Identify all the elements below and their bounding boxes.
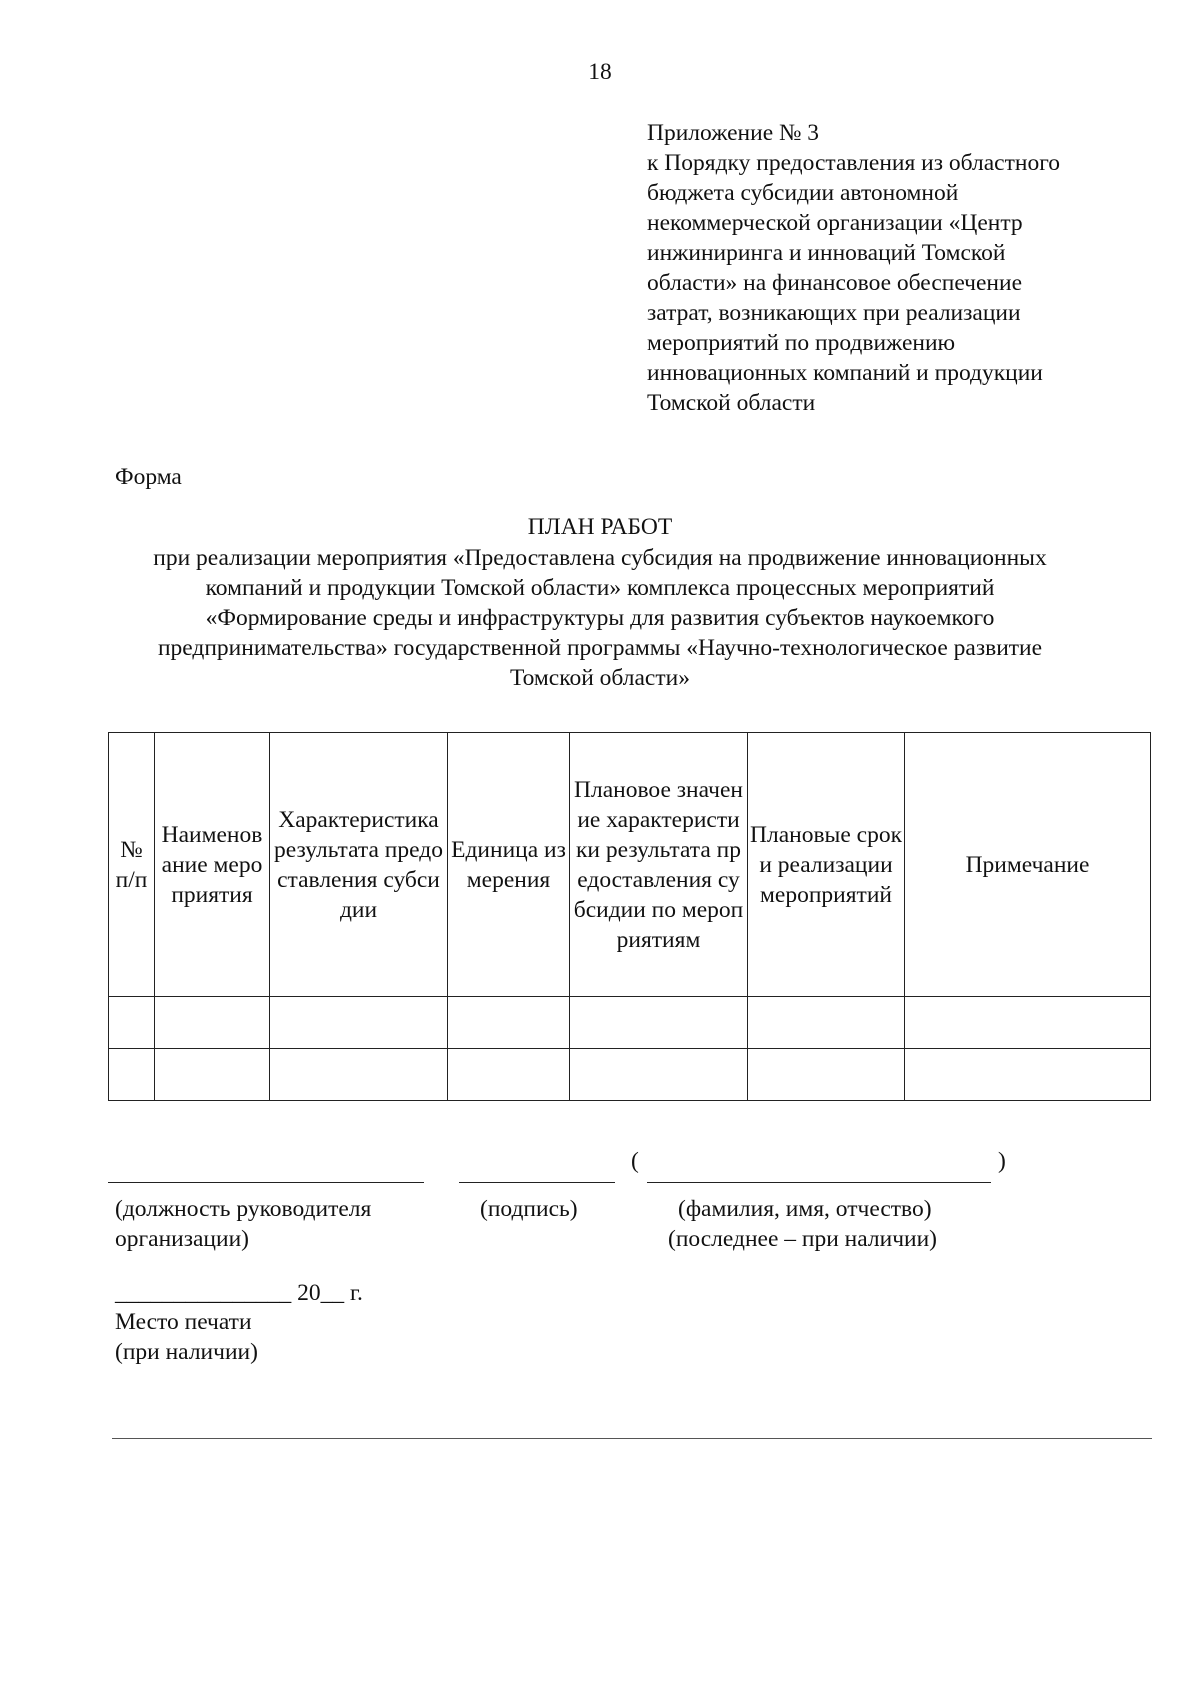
table-cell	[905, 1049, 1151, 1101]
name-caption	[668, 1194, 937, 1254]
header-planned-dates: Плановые сроки реализации мероприятий	[748, 733, 905, 997]
header-unit: Единица измерения	[448, 733, 570, 997]
table-cell	[448, 1049, 570, 1101]
appendix-line: затрат, возникающих при реализации	[647, 300, 1021, 326]
page-number: 18	[588, 59, 612, 85]
bottom-rule	[112, 1438, 1152, 1439]
position-caption-line: организации)	[115, 1226, 249, 1252]
table-cell	[748, 1049, 905, 1101]
table-cell	[748, 997, 905, 1049]
position-signature-line	[108, 1182, 424, 1183]
table-cell	[905, 997, 1151, 1049]
plan-subtitle	[60, 543, 1140, 693]
plan-table	[108, 732, 1151, 1101]
stamp-caption-line: (при наличии)	[115, 1339, 258, 1365]
appendix-line: Томской области	[647, 390, 816, 416]
header-result-characteristic: Характеристика результата предоставления субсидии	[270, 733, 448, 997]
appendix-line: некоммерческой организации «Центр	[647, 210, 1023, 236]
table-row	[109, 1049, 1151, 1101]
header-planned-value: Плановое значение характеристики результата предоставления субсидии по мероприятиям	[570, 733, 748, 997]
appendix-line: инжиниринга и инноваций Томской	[647, 240, 1006, 266]
stamp-caption-line: Место печати	[115, 1309, 252, 1335]
name-caption-line: (последнее – при наличии)	[668, 1226, 937, 1252]
form-label: Форма	[115, 464, 182, 490]
position-caption-line: (должность руководителя	[115, 1196, 372, 1222]
sign-signature-line	[459, 1182, 615, 1183]
table-cell	[109, 1049, 155, 1101]
position-caption	[115, 1194, 371, 1254]
table-cell	[109, 997, 155, 1049]
appendix-line: к Порядку предоставления из областного	[647, 150, 1061, 176]
table-cell	[570, 1049, 748, 1101]
table-row	[109, 997, 1151, 1049]
table-cell	[155, 997, 270, 1049]
plan-title: ПЛАН РАБОТ	[527, 514, 673, 540]
table-cell	[270, 1049, 448, 1101]
appendix-line: инновационных компаний и продукции	[647, 360, 1043, 386]
table-cell	[270, 997, 448, 1049]
plan-subtitle-line: компаний и продукции Томской области» комплекса процессных мероприятий	[205, 575, 995, 601]
header-event-name: Наименование мероприятия	[155, 733, 270, 997]
date-line: _______________ 20__ г.	[115, 1280, 363, 1306]
table-cell	[570, 997, 748, 1049]
appendix-line: мероприятий по продвижению	[647, 330, 956, 356]
header-note: Примечание	[905, 733, 1151, 997]
plan-subtitle-line: предпринимательства» государственной программы «Научно-технологическое развитие	[157, 635, 1043, 661]
appendix-line: области» на финансовое обеспечение	[647, 270, 1023, 296]
table-cell	[155, 1049, 270, 1101]
table-header-row	[109, 733, 1151, 997]
appendix-block	[647, 118, 1167, 418]
header-number: № п/п	[109, 733, 155, 997]
plan-subtitle-line: «Формирование среды и инфраструктуры для развития субъектов наукоемкого	[205, 605, 995, 631]
sign-caption: (подпись)	[480, 1196, 578, 1222]
plan-subtitle-line: Томской области»	[510, 665, 690, 691]
stamp-caption	[115, 1307, 258, 1367]
name-caption-line: (фамилия, имя, отчество)	[678, 1196, 932, 1222]
appendix-line: бюджета субсидии автономной	[647, 180, 959, 206]
open-paren: (	[631, 1148, 639, 1174]
close-paren: )	[998, 1148, 1006, 1174]
table-cell	[448, 997, 570, 1049]
name-signature-line	[647, 1182, 991, 1183]
plan-subtitle-line: при реализации мероприятия «Предоставлена субсидия на продвижение инновационных	[153, 545, 1047, 571]
appendix-line: Приложение № 3	[647, 120, 820, 146]
